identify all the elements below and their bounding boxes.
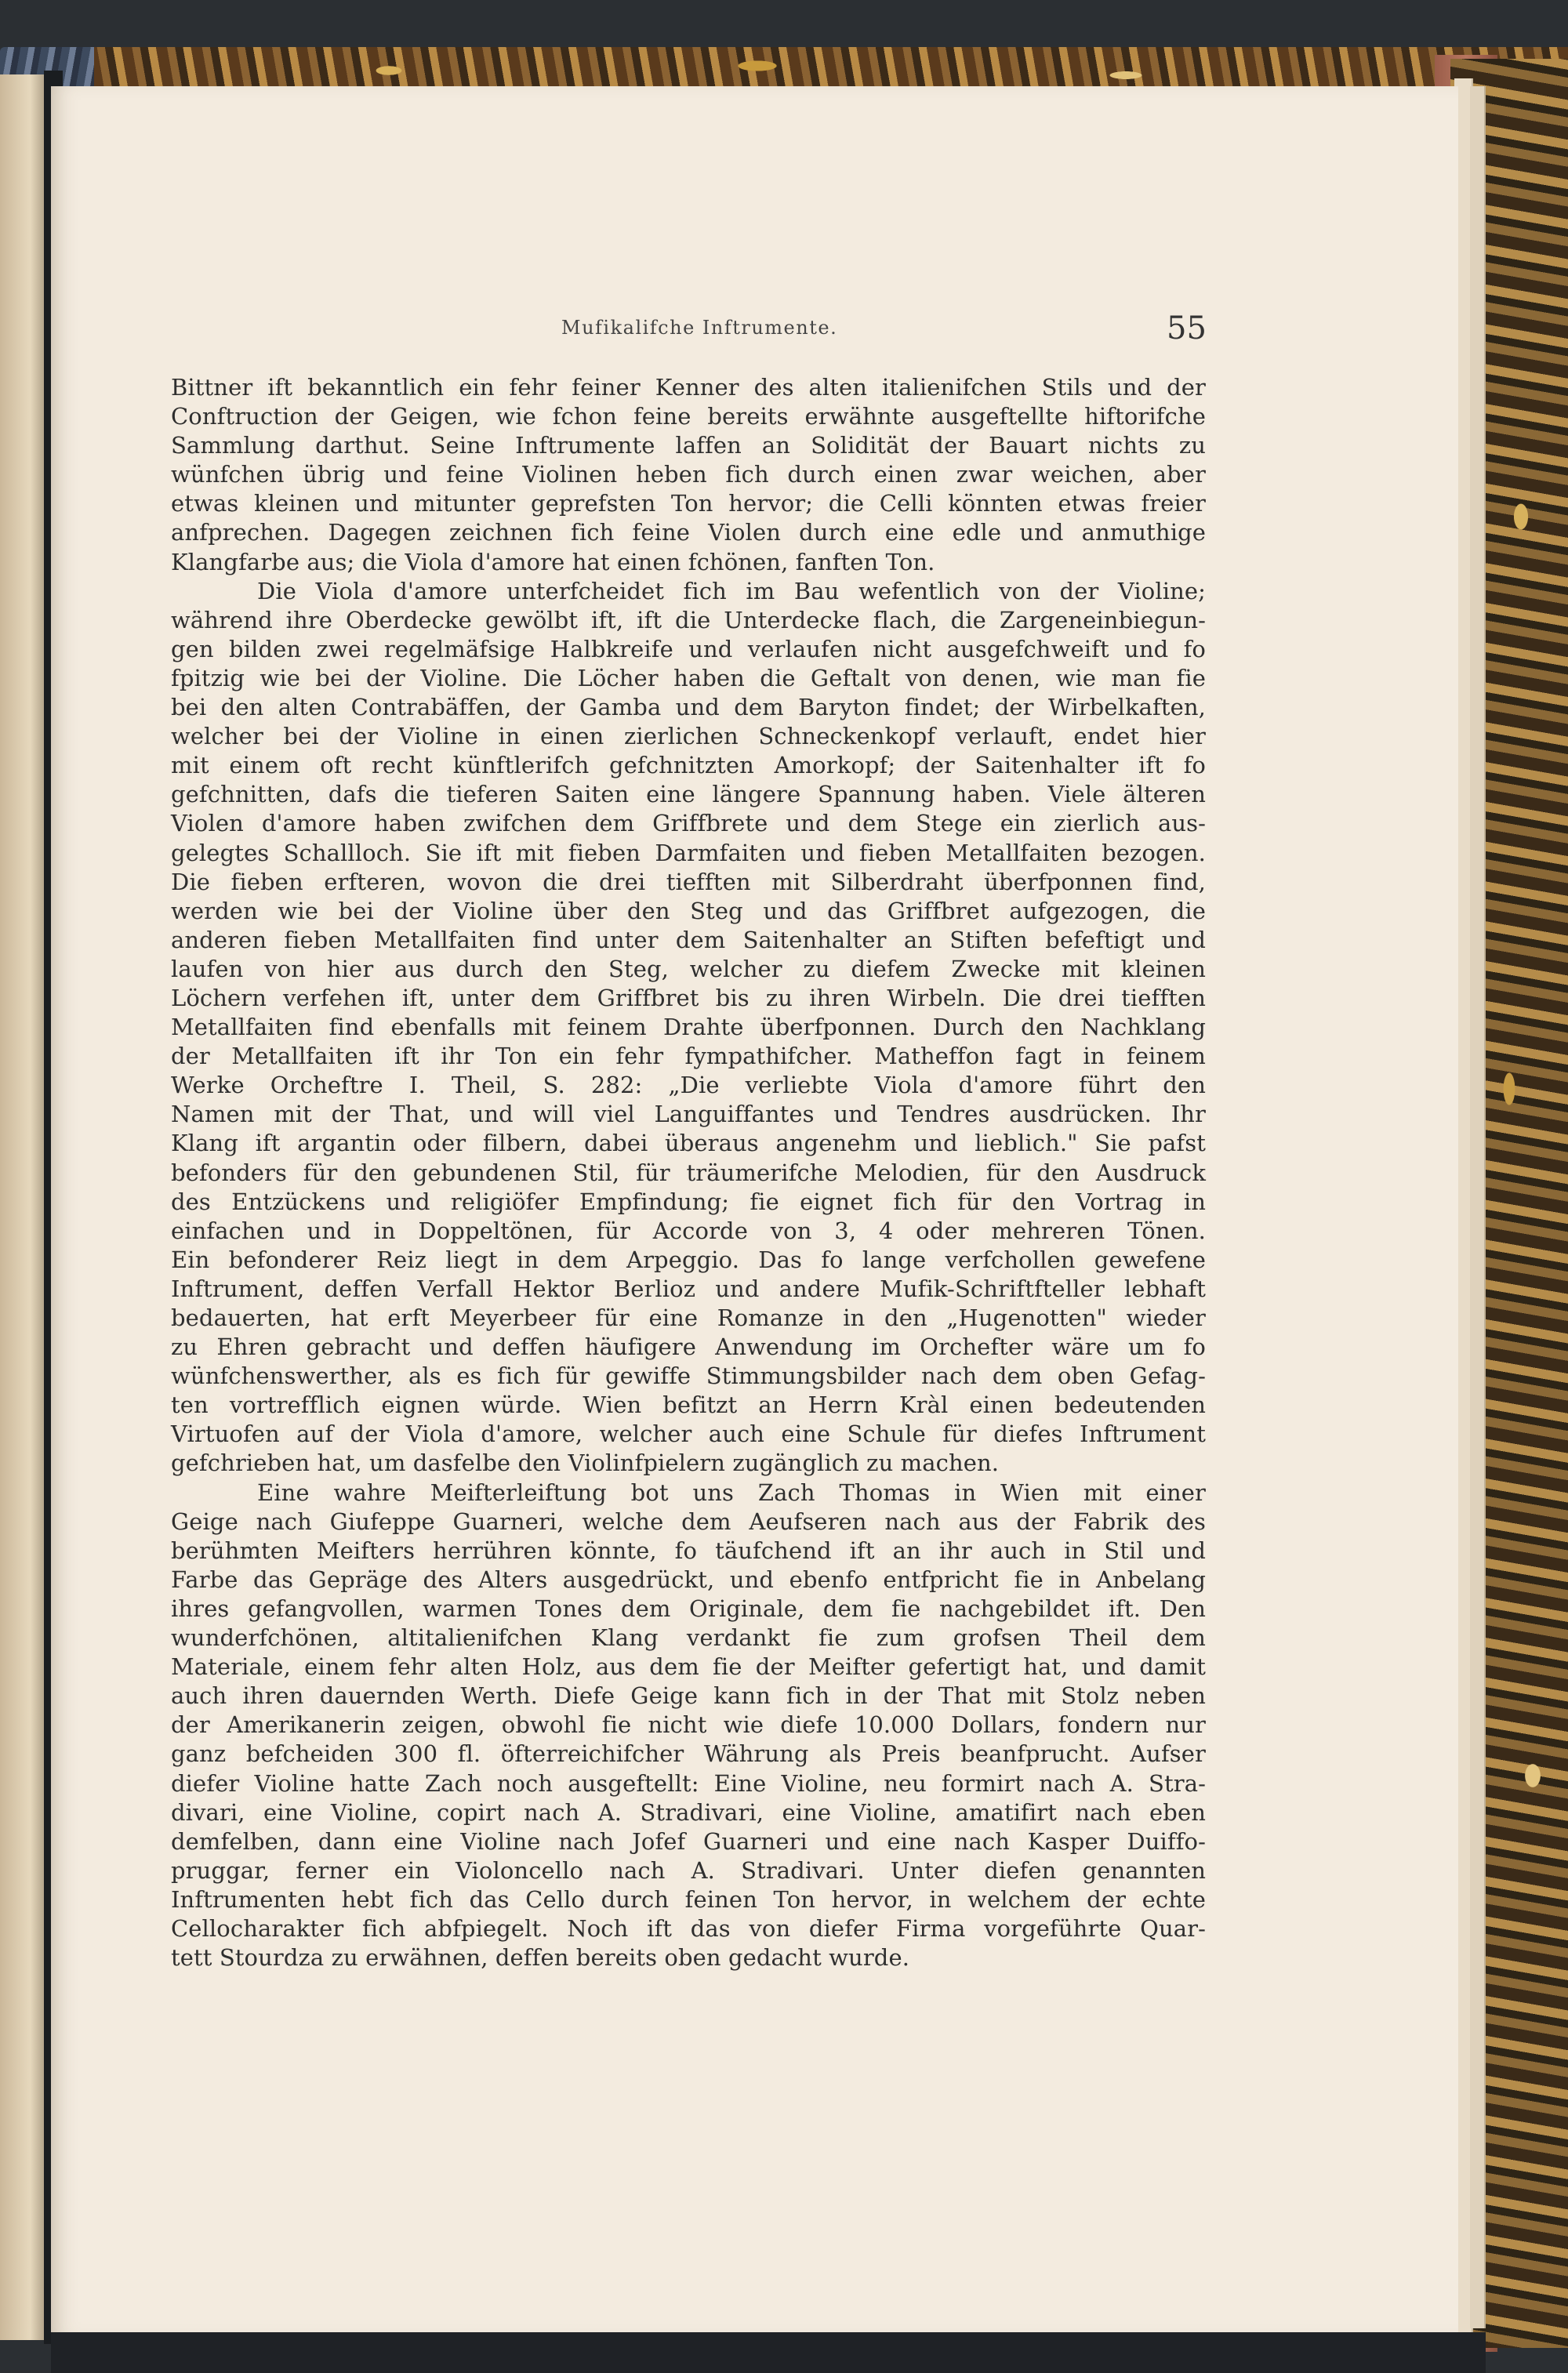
text-line: auch ihren dauernden Werth. Diefe Geige kann fich in der That mit Stolz neben [171, 1682, 1206, 1710]
text-line: Violen d'amore haben zwifchen dem Griffbrete und dem Stege ein zierlich aus- [171, 810, 1206, 837]
text-line: ganz befcheiden 300 fl. öfterreichifcher Währung als Preis beanfprucht. Aufser [171, 1740, 1206, 1768]
page-number: 55 [1167, 310, 1207, 347]
text-line: Werke Orcheftre I. Theil, S. 282: „Die verliebte Viola d'amore führt den [171, 1072, 1206, 1099]
text-line: etwas kleinen und mitunter geprefsten Ton hervor; die Celli könnten etwas freier [171, 490, 1206, 517]
text-line: demfelben, dann eine Violine nach Jofef Guarneri und eine nach Kasper Duiffo- [171, 1827, 1206, 1855]
text-line: Ein befonderer Reiz liegt in dem Arpeggio. Das fo lange verfchollen gewefene [171, 1246, 1206, 1273]
text-line: Die fieben erfteren, wovon die drei tiefften mit Silberdraht überfponnen find, [171, 868, 1206, 895]
scan-bottom-shadow [51, 2332, 1486, 2373]
text-line: einfachen und in Doppeltönen, für Accorde von 3, 4 oder mehreren Tönen. [171, 1217, 1206, 1244]
text-line: Virtuofen auf der Viola d'amore, welcher auch eine Schule für diefes Inftrument [171, 1421, 1206, 1448]
text-line: zu Ehren gebracht und deffen häufigere Anwendung im Orchefter wäre um fo [171, 1333, 1206, 1361]
text-line: wünfchenswerther, als es fich für gewiffe Stimmungsbilder nach dem oben Gefag- [171, 1362, 1206, 1390]
text-line: während ihre Oberdecke gewölbt ift, ift die Unterdecke flach, die Zargeneinbiegun- [171, 606, 1206, 633]
text-line: mit einem oft recht künftlerifch gefchnitzten Amorkopf; der Saitenhalter ift fo [171, 752, 1206, 779]
text-line: Namen mit der That, und will viel Languiffantes und Tendres ausdrücken. Ihr [171, 1101, 1206, 1128]
text-line: der Amerikanerin zeigen, obwohl fie nicht wie diefe 10.000 Dollars, fondern nur [171, 1711, 1206, 1739]
text-line: fpitzig wie bei der Violine. Die Löcher haben die Geftalt von denen, wie man fie [171, 664, 1206, 691]
text-line: Klangfarbe aus; die Viola d'amore hat einen fchönen, fanften Ton. [171, 548, 935, 575]
running-head: Mufikalifche Inftrumente. [561, 317, 838, 339]
text-line: diefer Violine hatte Zach noch ausgeftellt: Eine Violine, neu formirt nach A. Stra- [171, 1769, 1206, 1797]
text-line: Farbe das Gepräge des Alters ausgedrückt, und ebenfo entfpricht fie in Anbelang [171, 1566, 1206, 1593]
text-line: pruggar, ferner ein Violoncello nach A. Stradivari. Unter diefen genannten [171, 1856, 1206, 1884]
text-line: Die Viola d'amore unterfcheidet fich im Bau wefentlich von der Violine; [257, 577, 1206, 604]
text-line: laufen von hier aus durch den Steg, welcher zu diefem Zwecke mit kleinen [171, 955, 1206, 982]
text-line: welcher bei der Violine in einen zierlichen Schneckenkopf verlauft, endet hier [171, 723, 1206, 750]
body-text [171, 373, 1206, 1972]
text-line: Klang ift argantin oder filbern, dabei überaus angenehm und lieblich." Sie pafst [171, 1130, 1206, 1157]
text-line: Sammlung darthut. Seine Inftrumente laffen an Solidität der Bauart nichts zu [171, 432, 1206, 459]
text-line: gen bilden zwei regelmäfsige Halbkreife und verlaufen nicht ausgefchweift und fo [171, 635, 1206, 662]
text-line: Inftrument, deffen Verfall Hektor Berlioz und andere Mufik-Schriftfteller lebhaft [171, 1275, 1206, 1302]
page-edges-back [1470, 86, 1486, 2328]
text-line: Metallfaiten find ebenfalls mit feinem Drahte überfponnen. Durch den Nachklang [171, 1014, 1206, 1041]
text-line: tett Stourdza zu erwähnen, deffen bereits oben gedacht wurde. [171, 1944, 910, 1972]
text-line: Materiale, einem fehr alten Holz, aus dem fie der Meifter gefertigt hat, und damit [171, 1653, 1206, 1681]
text-line: ten vortrefflich eignen würde. Wien befitzt an Herrn Kràl einen bedeutenden [171, 1392, 1206, 1419]
text-line: wünfchen übrig und feine Violinen heben fich durch einen zwar weichen, aber [171, 461, 1206, 488]
text-line: divari, eine Violine, copirt nach A. Stradivari, eine Violine, amatifirt nach eben [171, 1798, 1206, 1826]
text-line: der Metallfaiten ift ihr Ton ein fehr fympathifcher. Matheffon fagt in feinem [171, 1043, 1206, 1070]
text-line: berühmten Meifters herrühren könnte, fo täufchend ift an ihr auch in Stil und [171, 1537, 1206, 1564]
text-line: wunderfchönen, altitalienifchen Klang verdankt fie zum grofsen Theil dem [171, 1624, 1206, 1652]
text-line: Eine wahre Meifterleiftung bot uns Zach Thomas in Wien mit einer [257, 1479, 1206, 1506]
text-line: Geige nach Giufeppe Guarneri, welche dem Aeufseren nach aus der Fabrik des [171, 1508, 1206, 1535]
text-line: ihres gefangvollen, warmen Tones dem Originale, dem fie nachgebildet ift. Den [171, 1595, 1206, 1622]
text-line: gefchnitten, dafs die tieferen Saiten eine längere Spannung haben. Viele älteren [171, 781, 1206, 808]
text-line: bedauerten, hat erft Meyerbeer für eine Romanze in den „Hugenotten" wieder [171, 1304, 1206, 1331]
text-line: gelegtes Schallloch. Sie ift mit fieben Darmfaiten und fieben Metallfaiten bezogen. [171, 839, 1206, 866]
text-line: Cellocharakter fich abfpiegelt. Noch ift das von diefer Firma vorgeführte Quar- [171, 1914, 1206, 1942]
text-line: Conftruction der Geigen, wie fchon feine bereits erwähnte ausgeftellte hiftorifche [171, 403, 1206, 430]
text-line: anderen fieben Metallfaiten find unter dem Saitenhalter an Stiften befeftigt und [171, 926, 1206, 953]
text-line: bei den alten Contrabäffen, der Gamba und dem Baryton findet; der Wirbelkaften, [171, 694, 1206, 721]
text-line: Löchern verfehen ift, unter dem Griffbret bis zu ihren Wirbeln. Die drei tiefften [171, 984, 1206, 1011]
text-line: anfprechen. Dagegen zeichnen fich feine Violen durch eine edle und anmuthige [171, 519, 1206, 546]
text-line: werden wie bei der Violine über den Steg und das Griffbret aufgezogen, die [171, 897, 1206, 924]
text-line: Inftrumenten hebt fich das Cello durch feinen Ton hervor, in welchem der echte [171, 1885, 1206, 1913]
text-line: gefchrieben hat, um dasfelbe den Violinfpielern zugänglich zu machen. [171, 1450, 1000, 1477]
text-line: Bittner ift bekanntlich ein fehr feiner Kenner des alten italienifchen Stils und der [171, 374, 1206, 401]
text-line: befonders für den gebundenen Stil, für träumerifche Melodien, für den Ausdruck [171, 1159, 1206, 1186]
text-line: des Entzückens und religiöfer Empfindung; fie eignet fich für den Vortrag in [171, 1188, 1206, 1215]
